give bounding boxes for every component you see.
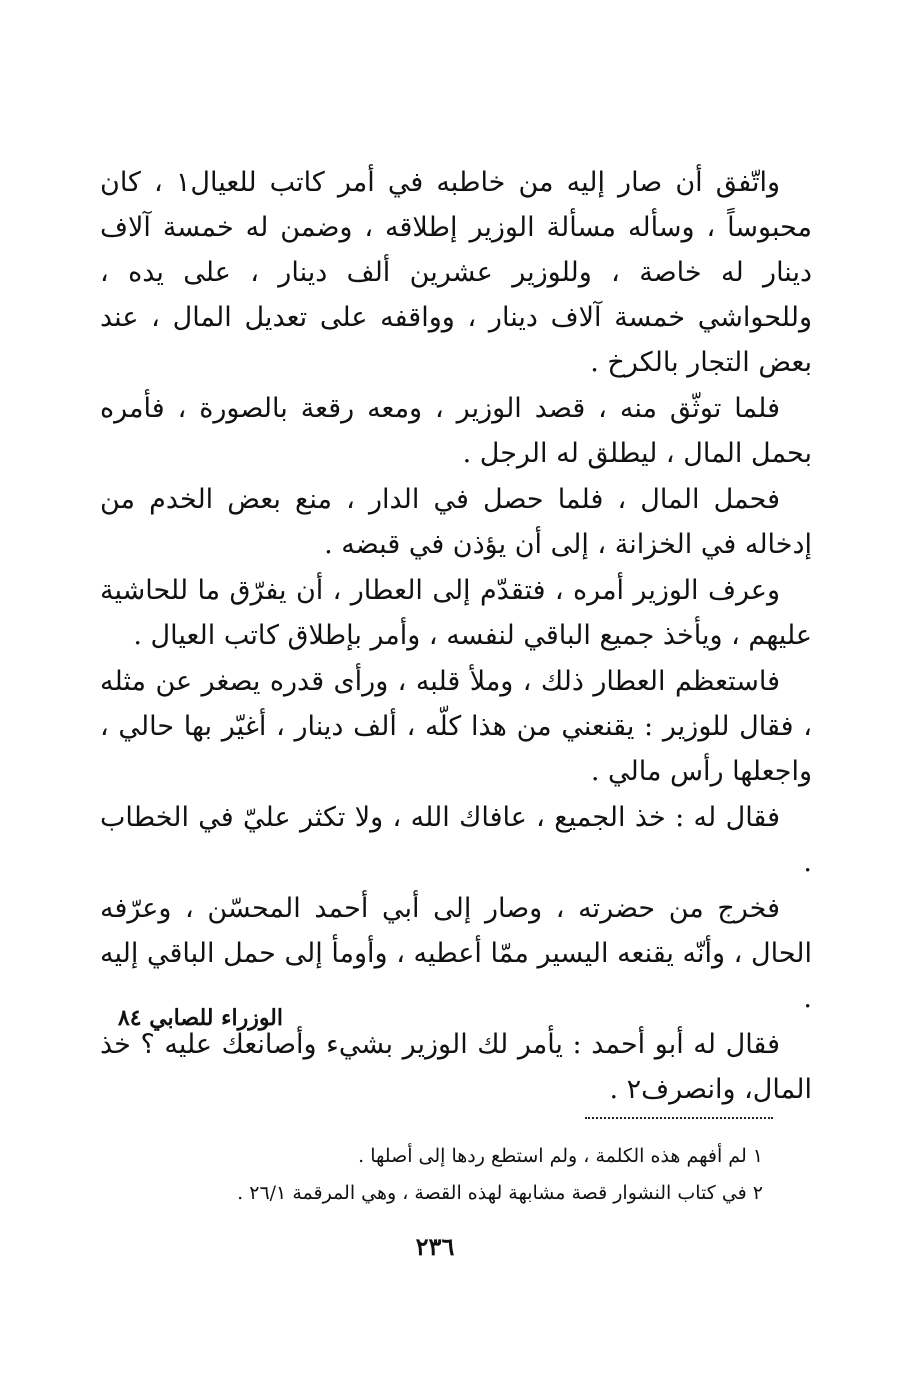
footnote-2: ٢ في كتاب النشوار قصة مشابهة لهذه القصة ، وهي المرقمة ٢٦/١ . — [237, 1182, 763, 1204]
paragraph-7: فخرج من حضرته ، وصار إلى أبي أحمد المحسّن ، وعرّفه الحال ، وأنّه يقنعه اليسير ممّا أعطيه ، وأومأ إلى حمل الباقي إليه . — [100, 893, 812, 1014]
paragraph-4: وعرف الوزير أمره ، فتقدّم إلى العطار ، أن يفرّق ما للحاشية عليهم ، ويأخذ جميع الباقي لنفسه ، وأمر بإطلاق كاتب العيال . — [100, 575, 812, 651]
paragraph-1: واتّفق أن صار إليه من خاطبه في أمر كاتب للعيال١ ، كان محبوساً ، وسأله مسألة الوزير إطلاقه ، وضمن له خمسة آلاف دينار له خاصة ، وللوزير عشرين ألف دينار ، على يده ، وللحواشي خمسة آلاف دينار ، وواقفه على تعديل المال ، عند بعض التجار بالكرخ . — [100, 167, 812, 378]
footnote-separator — [585, 1117, 773, 1119]
paragraph-6: فقال له : خذ الجميع ، عافاك الله ، ولا تكثر عليّ في الخطاب . — [100, 802, 812, 878]
paragraph-3: فحمل المال ، فلما حصل في الدار ، منع بعض الخدم من إدخاله في الخزانة ، إلى أن يؤذن في قبضه . — [100, 484, 812, 560]
footnotes — [123, 1138, 763, 1212]
paragraph-2: فلما توثّق منه ، قصد الوزير ، ومعه رقعة بالصورة ، فأمره بحمل المال ، ليطلق له الرجل . — [100, 393, 812, 469]
footnote-1: ١ لم أفهم هذه الكلمة ، ولم استطع ردها إلى أصلها . — [358, 1145, 763, 1167]
main-text — [100, 160, 812, 1112]
page-number: ٢٣٦ — [415, 1232, 455, 1261]
paragraph-8: فقال له أبو أحمد : يأمر لك الوزير بشيء وأصانعك عليه ؟ خذ المال، وانصرف٢ . — [100, 1029, 812, 1105]
source-reference: الوزراء للصابي ٨٤ — [117, 1005, 283, 1031]
paragraph-5: فاستعظم العطار ذلك ، وملأ قلبه ، ورأى قدره يصغر عن مثله ، فقال للوزير : يقنعني من هذا كلّه ، ألف دينار ، أغيّر بها حالي ، واجعلها رأس مالي . — [100, 666, 812, 787]
